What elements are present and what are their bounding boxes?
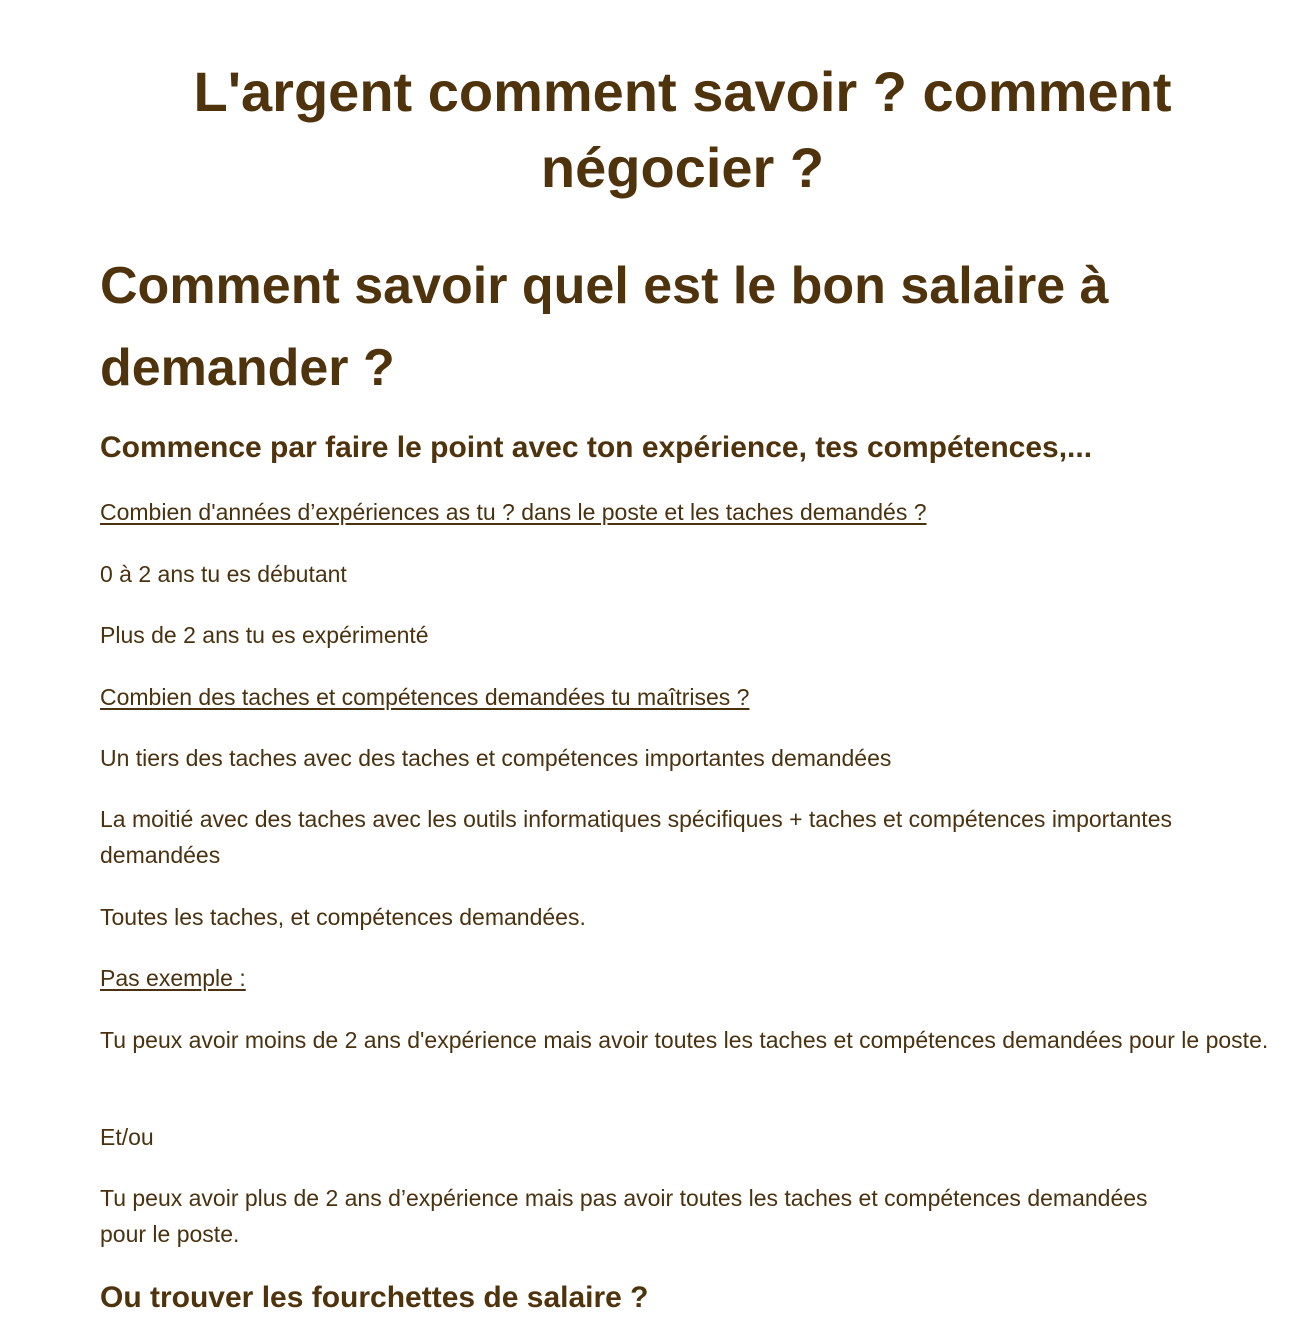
page-title: L'argent comment savoir ? comment négocier ? — [193, 60, 1172, 199]
example-connector: Et/ou — [100, 1124, 154, 1150]
example-label: Pas exemple : — [100, 965, 246, 991]
question-years-experience: Combien d'années d’expériences as tu ? dans le poste et les taches demandés ? — [100, 499, 927, 525]
example-more-experience: Tu peux avoir plus de 2 ans d’expérience mais pas avoir toutes les taches et compétences demandées pour le poste. — [100, 1185, 1148, 1247]
answer-half: La moitié avec des taches avec les outils informatiques spécifiques + taches et compétences importantes demandées — [100, 806, 1172, 868]
example-less-experience: Tu peux avoir moins de 2 ans d'expérience mais avoir toutes les taches et compétences demandées pour le poste. — [100, 1027, 1269, 1053]
section-heading: Comment savoir quel est le bon salaire à demander ? — [100, 257, 1109, 397]
subheading-experience: Commence par faire le point avec ton expérience, tes compétences,... — [100, 431, 1093, 464]
answer-all: Toutes les taches, et compétences demandées. — [100, 904, 586, 930]
answer-beginner: 0 à 2 ans tu es débutant — [100, 561, 347, 587]
question-skills-mastered: Combien des taches et compétences demandées tu maîtrises ? — [100, 684, 750, 710]
answer-one-third: Un tiers des taches avec des taches et compétences importantes demandées — [100, 745, 892, 771]
subheading-salary-ranges: Ou trouver les fourchettes de salaire ? — [100, 1281, 649, 1314]
answer-experienced: Plus de 2 ans tu es expérimenté — [100, 622, 429, 648]
